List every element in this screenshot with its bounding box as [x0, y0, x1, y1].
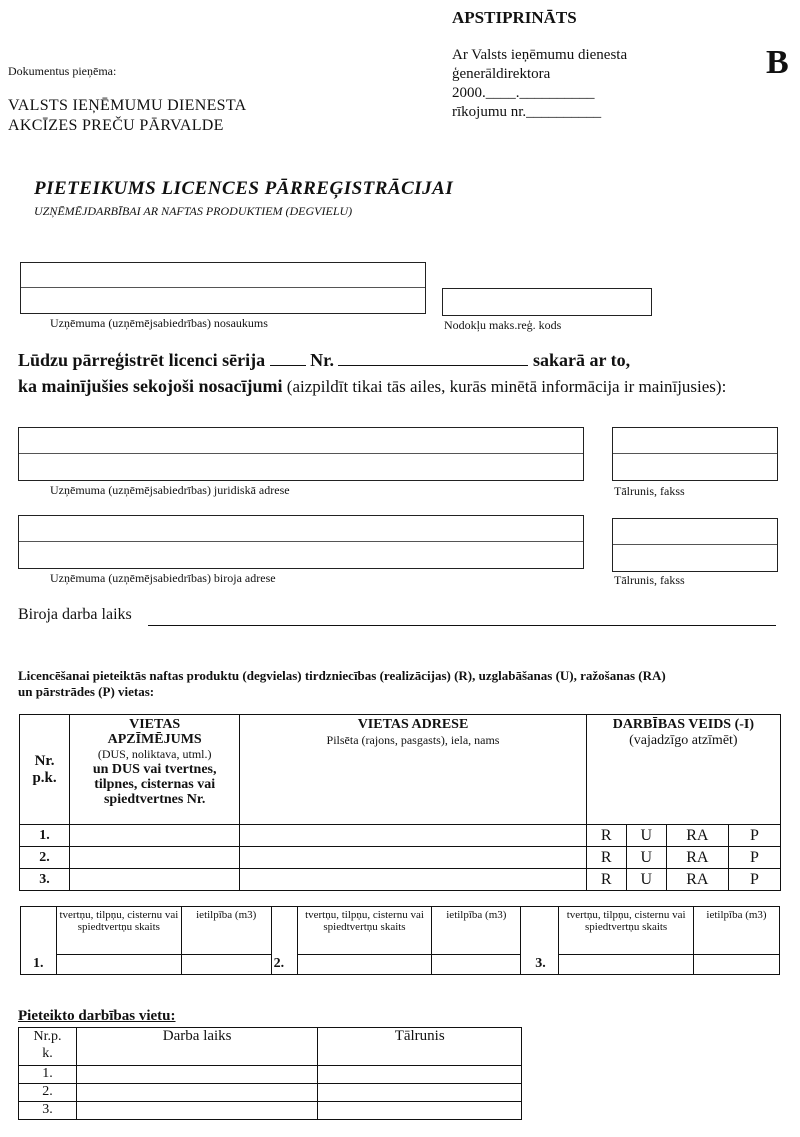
- locations-table: [19, 714, 781, 891]
- series-field[interactable]: [270, 351, 306, 366]
- activity-ra[interactable]: RA: [666, 869, 728, 891]
- col-nr-header: Nr. p.k.: [20, 715, 70, 825]
- col-activity-title: DARBĪBAS VEIDS (-I): [612, 717, 755, 732]
- schedule-row-number: 2.: [19, 1084, 77, 1102]
- schedule-row-number: 3.: [19, 1102, 77, 1120]
- schedule-phone-cell[interactable]: [318, 1084, 522, 1102]
- location-name-cell[interactable]: [70, 847, 240, 869]
- office-address-field[interactable]: [18, 515, 584, 569]
- col-address-note: Pilsēta (rajons, pasgasts), iela, nams: [326, 733, 500, 747]
- schedule-row-number: 1.: [19, 1066, 77, 1084]
- activity-p[interactable]: P: [728, 869, 780, 891]
- locations-intro-line-1: Licencēšanai pieteiktās naftas produktu (degvielas) tirdzniecības (realizācijas) (R), uzglabāšanas (U), ražošanas (RA): [18, 668, 666, 683]
- legal-phone-field[interactable]: [612, 427, 778, 481]
- tank-count-cell[interactable]: [56, 955, 181, 975]
- col-activity-header: [586, 715, 780, 825]
- legal-address-label: Uzņēmuma (uzņēmējsabiedrības) juridiskā adrese: [50, 483, 290, 497]
- tank-count-header: tvertņu, tilpņu, cisternu vai spiedtvertņu skaits: [559, 907, 694, 955]
- activity-p[interactable]: P: [728, 825, 780, 847]
- tank-capacity-header: ietilpība (m3): [181, 907, 271, 955]
- location-address-cell[interactable]: [240, 847, 586, 869]
- approval-line: Ar Valsts ieņēmumu dienesta: [452, 47, 628, 63]
- activity-u[interactable]: U: [626, 825, 666, 847]
- legal-phone-label: Tālrunis, fakss: [614, 484, 685, 498]
- locations-intro-line-2: un pārstrādes (P) vietas:: [18, 684, 155, 699]
- legal-address-field[interactable]: [18, 427, 584, 481]
- tax-code-field[interactable]: [442, 288, 652, 316]
- request-text-1: Lūdzu pārreģistrēt licenci sērija: [18, 350, 266, 370]
- office-address-label: Uzņēmuma (uzņēmējsabiedrības) biroja adrese: [50, 571, 276, 585]
- org-line-1: VALSTS IEŅĒMUMU DIENESTA: [8, 97, 247, 114]
- request-text-2: sakarā ar to,: [532, 350, 631, 370]
- company-name-label: Uzņēmuma (uzņēmējsabiedrības) nosaukums: [50, 316, 268, 330]
- location-name-cell[interactable]: [70, 825, 240, 847]
- request-line-2: [18, 376, 726, 397]
- office-hours-label: Biroja darba laiks: [18, 606, 132, 623]
- activity-r[interactable]: R: [586, 847, 626, 869]
- schedule-hours-cell[interactable]: [76, 1084, 317, 1102]
- org-line-2: AKCĪZES PREČU PĀRVALDE: [8, 117, 224, 134]
- table-row: [19, 1102, 522, 1120]
- schedule-title: Pieteikto darbības vietu:: [18, 1008, 176, 1024]
- office-phone-label: Tālrunis, fakss: [614, 573, 685, 587]
- tank-capacity-header: ietilpība (m3): [432, 907, 521, 955]
- approval-block: [452, 46, 627, 122]
- col-location-header: [70, 715, 240, 825]
- office-hours-field[interactable]: [148, 625, 776, 626]
- activity-ra[interactable]: RA: [666, 825, 728, 847]
- table-row: [20, 825, 781, 847]
- tank-capacity-cell[interactable]: [181, 955, 271, 975]
- tank-capacity-header: ietilpība (m3): [694, 907, 780, 955]
- schedule-hours-cell[interactable]: [76, 1102, 317, 1120]
- company-name-field[interactable]: [20, 262, 426, 314]
- tank-capacity-cell[interactable]: [432, 955, 521, 975]
- approval-line: ģenerāldirektora: [452, 66, 551, 82]
- tank-group-number: 2.: [271, 907, 297, 975]
- schedule-col-nr: Nr.p. k.: [19, 1028, 77, 1066]
- form-subtitle: UZŅĒMĒJDARBĪBAI AR NAFTAS PRODUKTIEM (DEGVIELU): [34, 204, 353, 218]
- col-location-title-1: VIETAS: [129, 717, 181, 732]
- form-title: PIETEIKUMS LICENCES PĀRREĢISTRĀCIJAI: [34, 178, 454, 199]
- row-number: 1.: [20, 825, 70, 847]
- schedule-phone-cell[interactable]: [318, 1102, 522, 1120]
- activity-p[interactable]: P: [728, 847, 780, 869]
- row-number: 2.: [20, 847, 70, 869]
- office-phone-field[interactable]: [612, 518, 778, 572]
- row-number: 3.: [20, 869, 70, 891]
- col-location-title-2: APZĪMĒJUMS: [107, 732, 202, 747]
- schedule-col-phone: Tālrunis: [318, 1028, 522, 1066]
- tank-capacity-cell[interactable]: [694, 955, 780, 975]
- col-address-header: [240, 715, 586, 825]
- approved-heading: APSTIPRINĀTS: [452, 8, 577, 27]
- table-row: [20, 869, 781, 891]
- schedule-hours-cell[interactable]: [76, 1066, 317, 1084]
- tank-count-header: tvertņu, tilpņu, cisternu vai spiedtvertņu skaits: [297, 907, 432, 955]
- location-address-cell[interactable]: [240, 825, 586, 847]
- table-row: [19, 1066, 522, 1084]
- activity-u[interactable]: U: [626, 869, 666, 891]
- locations-intro: [18, 668, 666, 700]
- tank-group-number: 3.: [521, 907, 559, 975]
- tank-group-number: 1.: [21, 907, 57, 975]
- tanks-table: [20, 906, 780, 975]
- col-address-title: VIETAS ADRESE: [357, 717, 469, 732]
- form-letter: B: [766, 44, 789, 81]
- request-nr: Nr.: [310, 350, 334, 370]
- col-location-note: (DUS, noliktava, utml.): [97, 747, 212, 761]
- schedule-table: [18, 1027, 522, 1120]
- accepted-by-label: Dokumentus pieņēma:: [8, 64, 117, 78]
- tax-code-label: Nodokļu maks.reģ. kods: [444, 318, 562, 332]
- request-changed-conditions: ka mainījušies sekojoši nosacījumi: [18, 376, 283, 396]
- table-row: [19, 1084, 522, 1102]
- schedule-col-hours: Darba laiks: [76, 1028, 317, 1066]
- col-activity-note: (vajadzīgo atzīmēt): [629, 733, 738, 748]
- schedule-phone-cell[interactable]: [318, 1066, 522, 1084]
- table-row: [20, 847, 781, 869]
- approval-line: rīkojumu nr.__________: [452, 104, 602, 120]
- activity-r[interactable]: R: [586, 869, 626, 891]
- tank-count-header: tvertņu, tilpņu, cisternu vai spiedtvertņu skaits: [56, 907, 181, 955]
- license-number-field[interactable]: [338, 351, 528, 366]
- activity-ra[interactable]: RA: [666, 847, 728, 869]
- tank-count-cell[interactable]: [559, 955, 694, 975]
- activity-r[interactable]: R: [586, 825, 626, 847]
- approval-line: 2000.____.__________: [452, 85, 595, 101]
- col-location-bold-note: un DUS vai tvertnes, tilpnes, cisternas vai spiedtvertnes Nr.: [92, 762, 217, 807]
- activity-u[interactable]: U: [626, 847, 666, 869]
- request-note: (aizpildīt tikai tās ailes, kurās minētā informācija ir mainījusies):: [286, 377, 727, 396]
- location-address-cell[interactable]: [240, 869, 586, 891]
- organization-name: [8, 96, 247, 136]
- location-name-cell[interactable]: [70, 869, 240, 891]
- request-line-1: [18, 350, 630, 371]
- tank-count-cell[interactable]: [297, 955, 432, 975]
